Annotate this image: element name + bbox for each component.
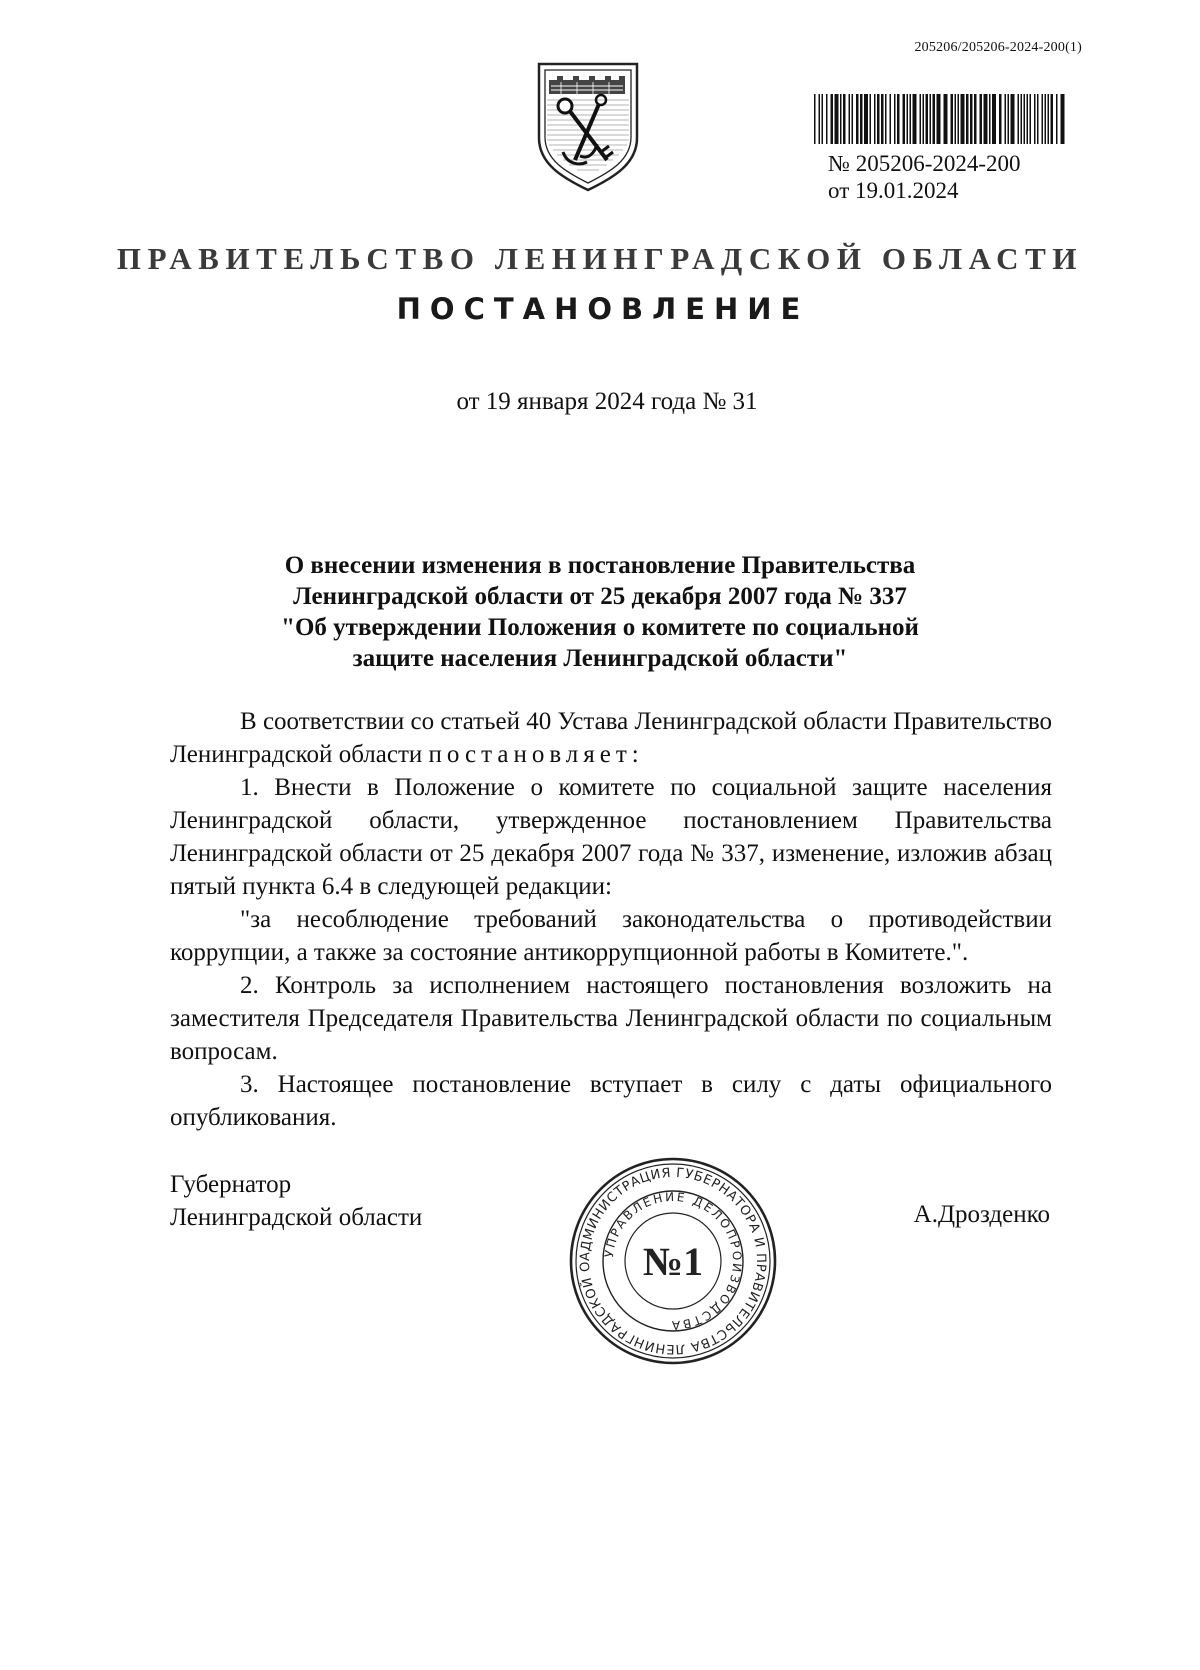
barcode-bar xyxy=(923,94,925,144)
document-date-number: от 19 января 2024 года № 31 xyxy=(456,388,758,415)
signer-position-line: Губернатор xyxy=(170,1171,292,1198)
barcode-bar xyxy=(890,94,892,144)
barcode-bar xyxy=(1027,94,1029,144)
barcode-bar xyxy=(819,94,821,144)
barcode-bar xyxy=(874,94,876,144)
barcode-bar xyxy=(826,94,828,144)
barcode-bar xyxy=(974,94,977,144)
barcode-bar xyxy=(1045,94,1047,144)
subject-line: защите населения Ленинградской области" xyxy=(352,645,848,672)
barcode-bar xyxy=(822,94,824,144)
document-body xyxy=(170,705,1052,1134)
barcode-bar xyxy=(913,94,917,144)
barcode-bar xyxy=(881,94,884,144)
preamble-text: В соответствии со статьей 40 Устава Ленинградской области Правительство Ленинградской области xyxy=(170,708,1052,768)
barcode xyxy=(812,94,1068,144)
registration-date: от 19.01.2024 xyxy=(828,178,959,203)
stamp-center-number: №1 xyxy=(642,1239,704,1284)
barcode-bar xyxy=(1018,94,1020,144)
barcode-bar xyxy=(1021,94,1023,144)
barcode-bar xyxy=(840,94,842,144)
barcode-bar xyxy=(877,94,880,144)
document-kind: ПОСТАНОВЛЕНИЕ xyxy=(396,292,810,326)
preamble-paragraph xyxy=(170,705,1052,771)
barcode-bar xyxy=(970,94,973,144)
clause-1: 1. Внести в Положение о комитете по социальной защите населения Ленинградской области, утвержденное постановлением Правительства Ленинградской области от 25 декабря 2007 года № 337, изменение, изложив абзац пятый пункта 6.4 в следующей редакции: xyxy=(170,774,1052,900)
signer-position xyxy=(170,1168,422,1234)
barcode-bar xyxy=(951,94,954,144)
barcode-bar xyxy=(1034,94,1036,144)
barcode-bar xyxy=(856,94,859,144)
preamble-decree-word: постановляет: xyxy=(428,741,644,768)
clause-2: 2. Контроль за исполнением настоящего постановления возложить на заместителя Председателя Правительства Ленинградской области по социальным вопросам. xyxy=(170,972,1052,1065)
barcode-bar xyxy=(1024,94,1026,144)
barcode-bar xyxy=(870,94,872,144)
barcode-bar xyxy=(937,94,941,144)
signer-name: А.Дрозденко xyxy=(913,1201,1050,1228)
registration-block xyxy=(828,150,1021,204)
subject-line: О внесении изменения в постановление Правительства xyxy=(284,552,916,579)
clause-3: 3. Настоящее постановление вступает в силу с даты официального опубликования. xyxy=(170,1071,1052,1131)
barcode-bar xyxy=(961,94,965,144)
barcode-bar xyxy=(999,94,1002,144)
barcode-bar xyxy=(992,94,996,144)
barcode-bar xyxy=(1005,94,1007,144)
barcode-bar xyxy=(1051,94,1054,144)
barcode-bar xyxy=(933,94,936,144)
barcode-bar xyxy=(831,94,834,144)
subject-line: "Об утверждении Положения о комитете по социальной xyxy=(281,614,919,641)
barcode-bar xyxy=(852,94,854,144)
barcode-bar xyxy=(989,94,991,144)
barcode-bar xyxy=(1048,94,1050,144)
registration-number: № 205206-2024-200 xyxy=(828,151,1021,176)
barcode-bar xyxy=(910,94,912,144)
barcode-bar xyxy=(814,94,816,144)
barcode-bar xyxy=(835,94,839,144)
stamp-outer-text: АДМИНИСТРАЦИЯ ГУБЕРНАТОРА И ПРАВИТЕЛЬСТВА ЛЕНИНГРАДСКОЙ О xyxy=(577,1165,769,1357)
barcode-bar xyxy=(955,94,957,144)
coat-of-arms-icon xyxy=(533,60,643,192)
barcode-bar xyxy=(864,94,868,144)
barcode-bar xyxy=(860,94,863,144)
barcode-bar xyxy=(903,94,906,144)
barcode-bar xyxy=(920,94,922,144)
barcode-bar xyxy=(1030,94,1032,144)
stamp-inner-text: УПРАВЛЕНИЕ ДЕЛОПРОИЗВОДСТВА xyxy=(601,1189,745,1333)
subject-line: Ленинградской области от 25 декабря 2007 года № 337 xyxy=(293,583,907,610)
government-title: ПРАВИТЕЛЬСТВО ЛЕНИНГРАДСКОЙ ОБЛАСТИ xyxy=(116,241,1084,276)
barcode-bar xyxy=(1042,94,1044,144)
barcode-bar xyxy=(966,94,969,144)
barcode-bar xyxy=(980,94,983,144)
barcode-bar xyxy=(885,94,887,144)
official-stamp xyxy=(567,1155,779,1367)
document-subject xyxy=(0,550,1200,674)
barcode-bar xyxy=(897,94,900,144)
barcode-bar xyxy=(1008,94,1010,144)
barcode-bar xyxy=(1056,94,1058,144)
signer-position-line: Ленинградской области xyxy=(170,1204,423,1231)
barcode-bar xyxy=(926,94,929,144)
barcode-bar xyxy=(894,94,896,144)
barcode-bar xyxy=(849,94,851,144)
barcode-bar xyxy=(907,94,909,144)
clause-1-quote: "за несоблюдение требований законодательства о противодействии коррупции, а также за состояние антикоррупционной работы в Комитете.". xyxy=(170,906,1052,966)
registration-code: 205206/205206-2024-200(1) xyxy=(914,40,1082,55)
barcode-bar xyxy=(930,94,932,144)
barcode-bar xyxy=(984,94,988,144)
barcode-bar xyxy=(944,94,948,144)
barcode-bar xyxy=(958,94,960,144)
barcode-bar xyxy=(843,94,846,144)
barcode-bar xyxy=(1037,94,1039,144)
barcode-bar xyxy=(1061,94,1065,144)
barcode-bar xyxy=(1011,94,1015,144)
